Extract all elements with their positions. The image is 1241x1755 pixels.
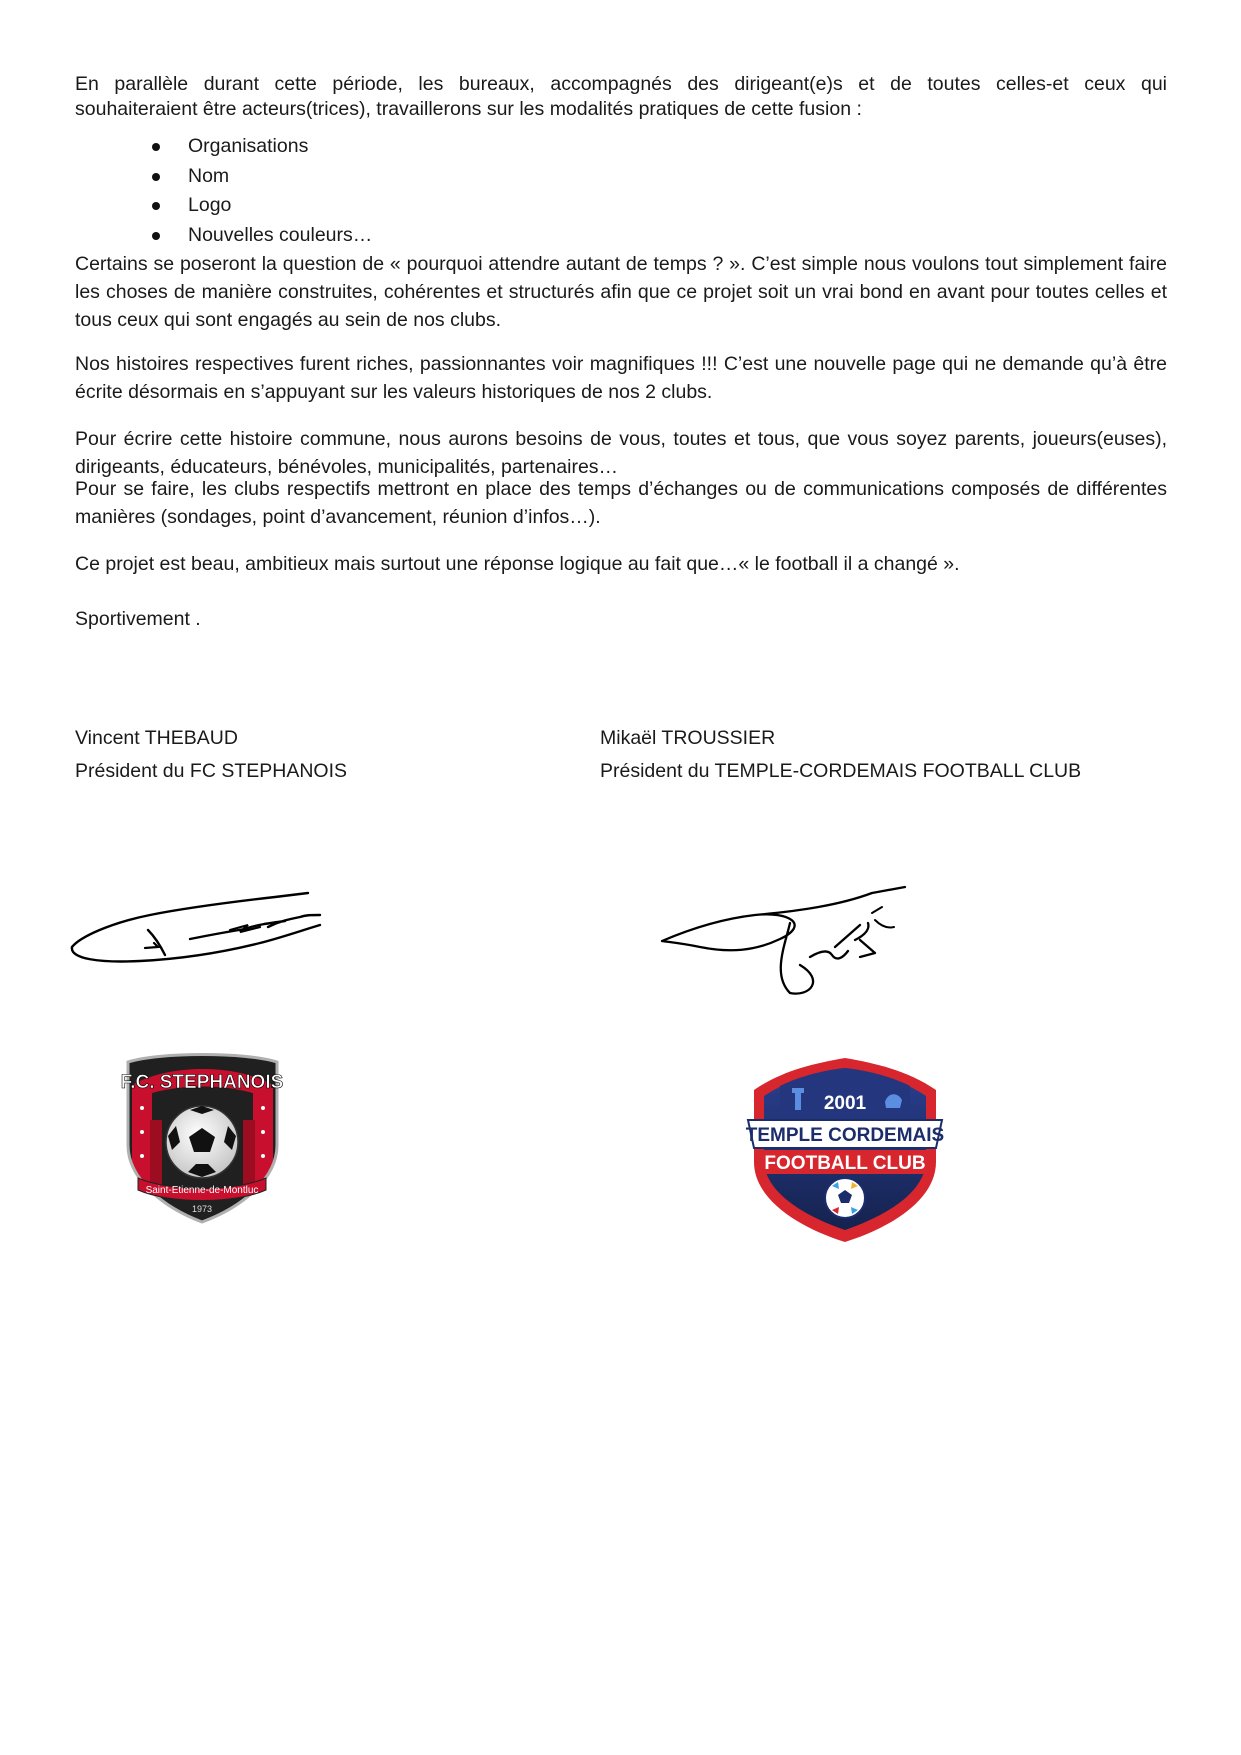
intro-line-1: En parallèle durant cette période, les bureaux, accompagnés des dirigeant(e)s et de toutes celles-et ceux qui	[75, 73, 1167, 95]
closing-salutation: Sportivement .	[75, 608, 201, 630]
paragraph-conclusion: Ce projet est beau, ambitieux mais surtout une réponse logique au fait que…« le football il a changé ».	[75, 553, 960, 575]
cordemais-name-line2: FOOTBALL CLUB	[764, 1153, 926, 1174]
cordemais-name-line1: TEMPLE CORDEMAIS	[745, 1125, 945, 1146]
stephanois-year: 1973	[191, 1204, 213, 1214]
left-signatory	[75, 722, 347, 788]
stephanois-motto: Saint-Etienne-de-Montluc	[145, 1185, 259, 1196]
bullet-item: Nom	[150, 162, 372, 192]
temple-cordemais-logo	[740, 1050, 950, 1250]
right-signature	[660, 885, 940, 1000]
intro-line-2: souhaiteraient être acteurs(trices), travaillerons sur les modalités pratiques de cette fusion :	[75, 98, 862, 120]
left-signature	[70, 885, 330, 985]
paragraph-common-story: Pour écrire cette histoire commune, nous aurons besoins de vous, toutes et tous, que vous soyez parents, joueurs(euses), dirigeants, éducateurs, bénévoles, municipalités, partenaires…	[75, 428, 1167, 478]
right-signatory-name: Mikaël TROUSSIER	[600, 727, 776, 749]
right-signatory-title: Président du TEMPLE-CORDEMAIS FOOTBALL CLUB	[600, 760, 1082, 782]
paragraph-exchanges: Pour se faire, les clubs respectifs mettront en place des temps d’échanges ou de communications composés de différentes manières (sondages, point d’avancement, réunion d’infos…).	[75, 478, 1167, 528]
left-signatory-name: Vincent THEBAUD	[75, 727, 238, 749]
paragraph-history: Nos histoires respectives furent riches, passionnantes voir magnifiques !!! C’est une nouvelle page qui ne demande qu’à être écrite désormais en s’appuyant sur les valeurs historiques de nos 2 clubs.	[75, 353, 1167, 403]
fc-stephanois-logo	[120, 1050, 285, 1230]
bullet-item: Organisations	[150, 132, 372, 162]
bullet-item: Logo	[150, 191, 372, 221]
paragraph-why-wait: Certains se poseront la question de « pourquoi attendre autant de temps ? ». C’est simple nous voulons tout simplement faire les choses de manière construites, cohérentes et structurés afin que ce projet soit un vrai bond en avant pour toutes celles et tous ceux qui sont engagés au sein de nos clubs.	[75, 253, 1167, 331]
cordemais-year: 2001	[823, 1093, 867, 1114]
bullet-item: Nouvelles couleurs…	[150, 221, 372, 251]
stephanois-name: F.C. STEPHANOIS	[120, 1072, 284, 1093]
bullet-list	[150, 132, 372, 250]
left-signatory-title: Président du FC STEPHANOIS	[75, 760, 348, 782]
right-signatory	[600, 722, 1081, 788]
